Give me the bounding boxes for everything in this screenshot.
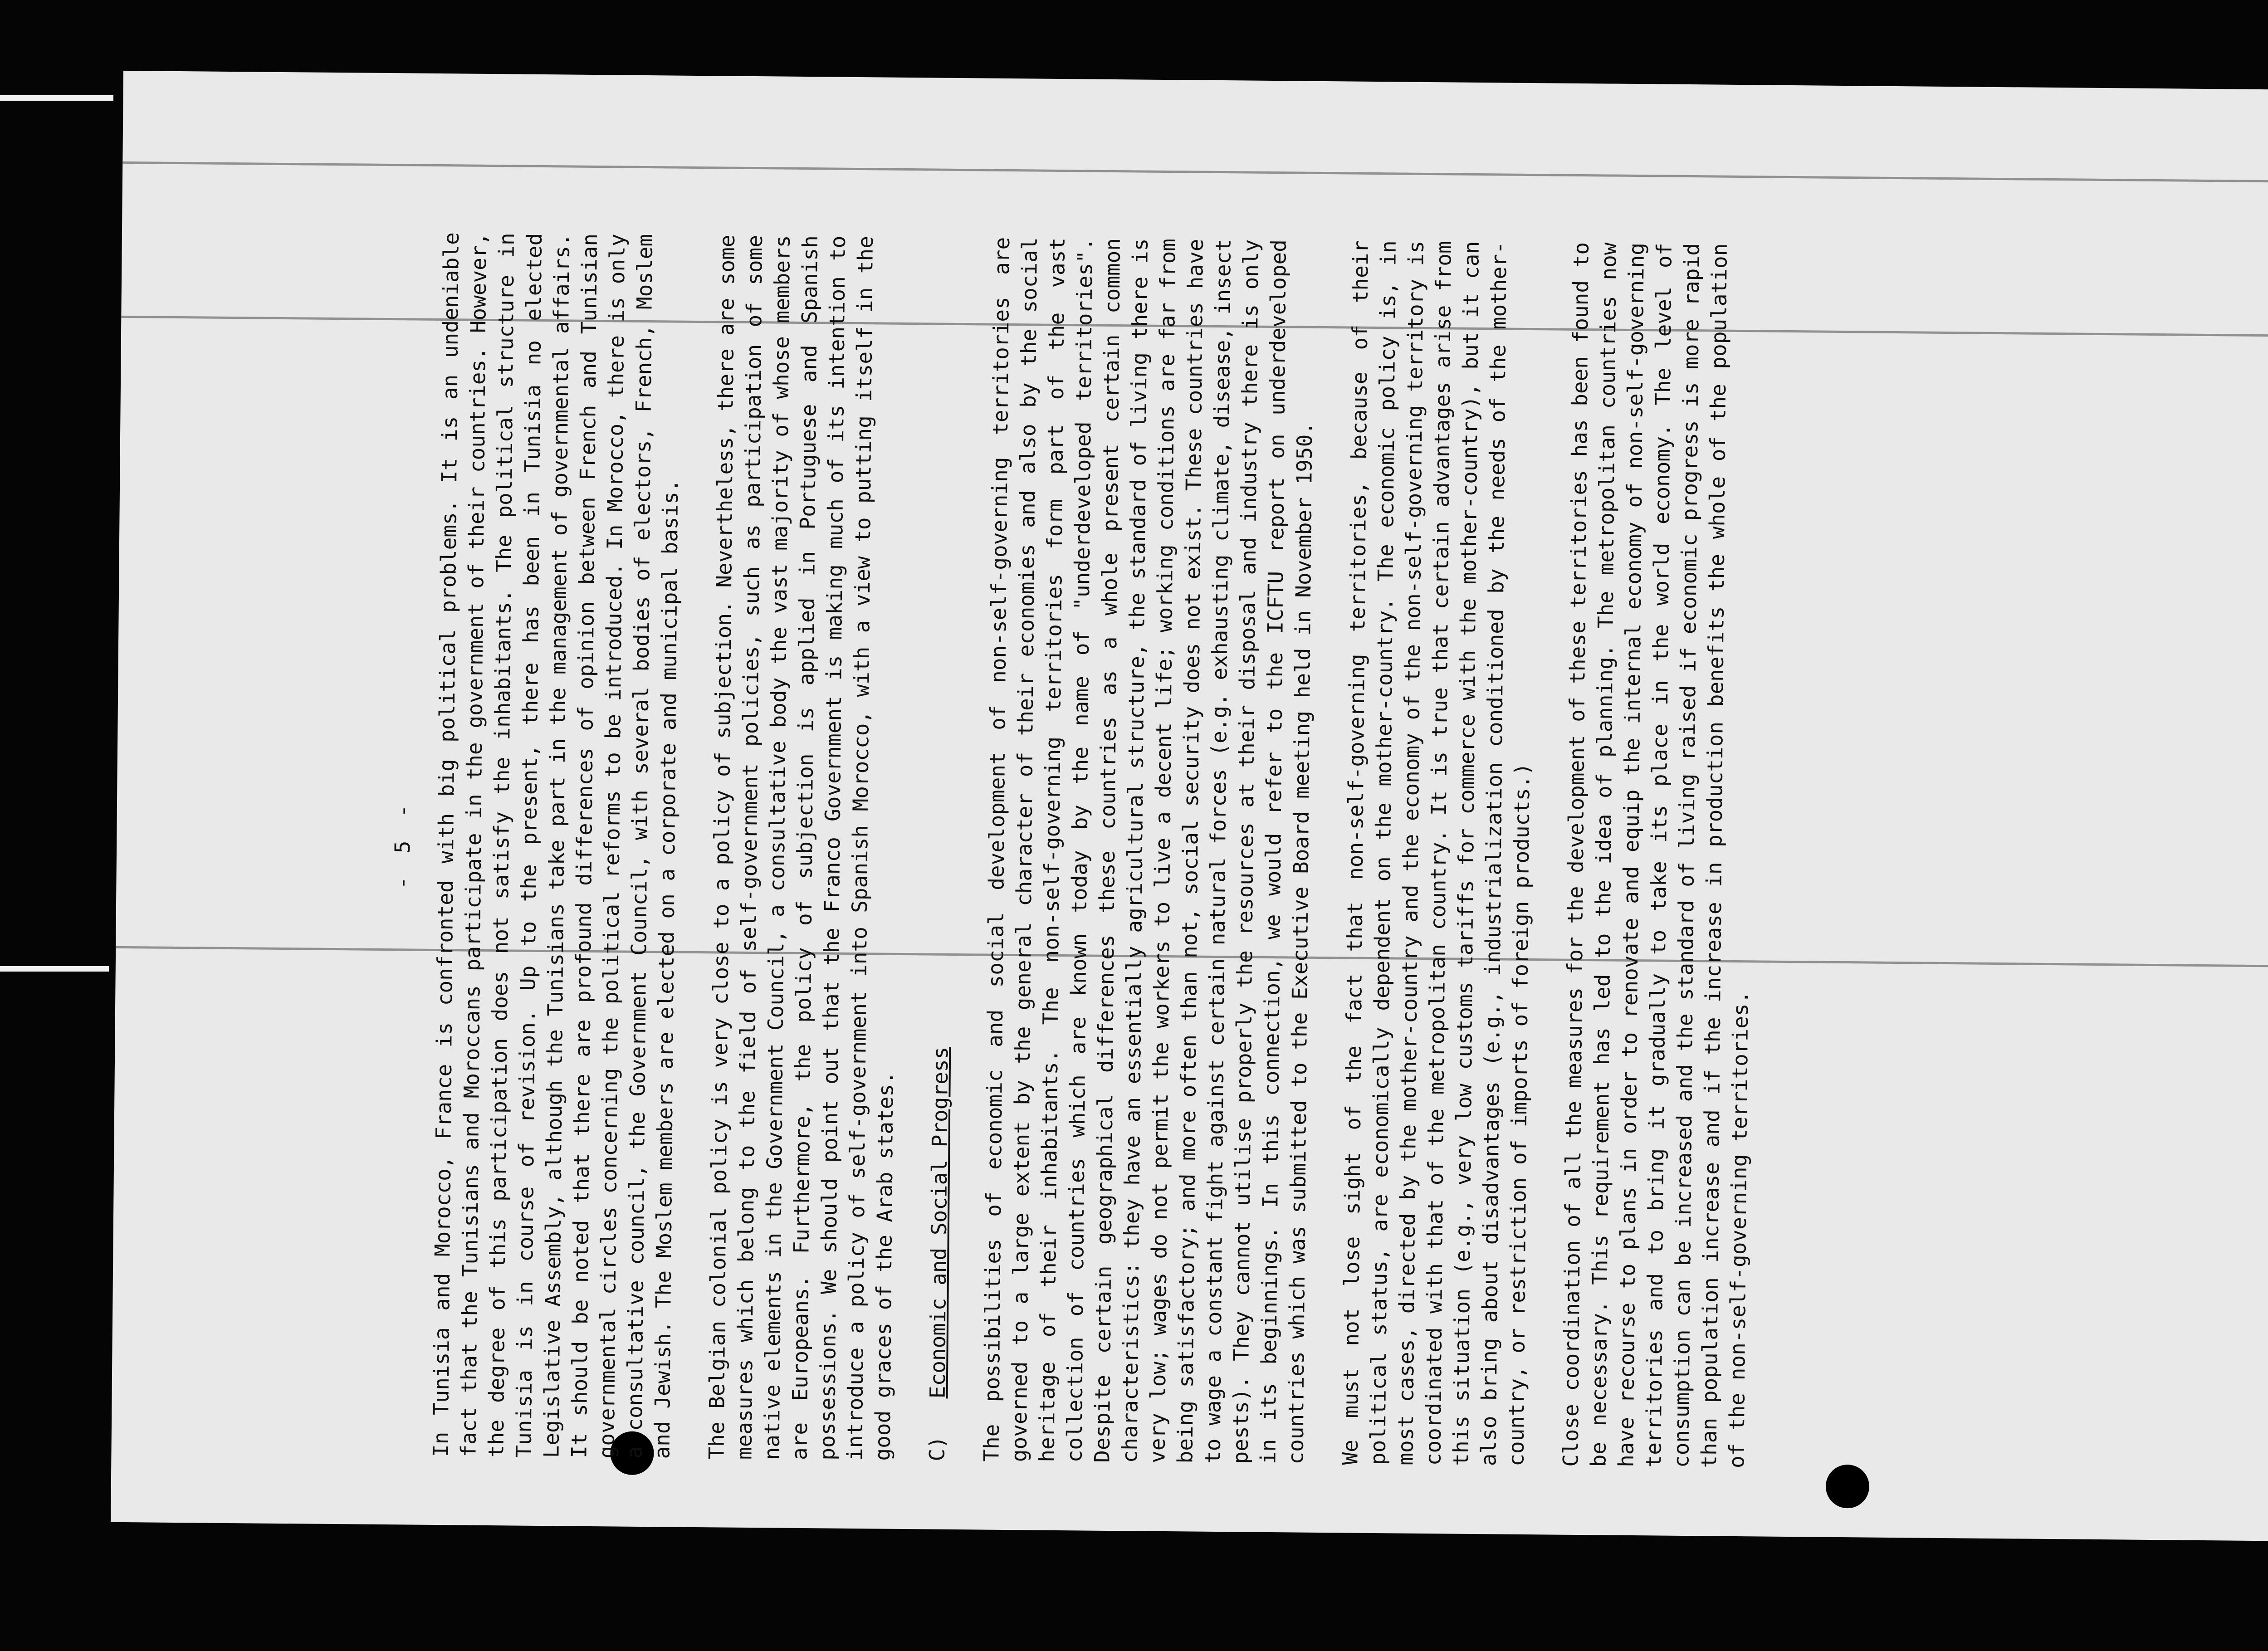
page-body bbox=[383, 232, 2268, 1473]
punch-hole bbox=[1826, 1465, 1870, 1509]
scan-line bbox=[122, 161, 2268, 184]
paragraph-belgian-policy: The Belgian colonial policy is very close to a policy of subjection. Nevertheless, there are some measures which belong to the field of self-government policies, such as participation of some native elements in the Government Council, a consultative body the vast majority of whose members are Europeans. Furthermore, the policy of subjection is applied in Portuguese and Spanish possessions. We should point out that the Franco Government is making much of its intention to introduce a policy of self-government into Spanish Morocco, with a view to putting itself in the good graces of the Arab states. bbox=[704, 234, 898, 1461]
section-prefix: C) bbox=[924, 1436, 949, 1461]
typed-page bbox=[111, 71, 2268, 1542]
page-number: - 5 - bbox=[390, 799, 415, 889]
paragraph-possibilities: The possibilities of economic and social development of non-self-governing territories are governed to a large extent by the general character of their economies and also by the social heritage of their inhabitants. The non-self-governing territories form part of the vast collection of countries which are known today by the name of "underdeveloped territories". Despite certain geographical differences these countries as a whole present certain common characteristics: they have an essentially agricultural structure, the standard of living there is very low; wages do not permit the workers to live a decent life; working conditions are far from being satisfactory; and more often than not, social security does not exist. These countries have to wage a constant fight against certain natural forces (e.g. exhausting climate, disease, insect pests). They cannot utilise properly the resources at their disposal and industry there is only in its beginnings. In this connection, we would refer to the ICFTU report on underdeveloped countries which was submitted to the Executive Board meeting held in November 1950. bbox=[979, 237, 1317, 1465]
scanner-edge-mark bbox=[0, 966, 109, 972]
paragraph-dependence: We must not lose sight of the fact that non-self-governing territories, because of their political status, are economically dependent on the mother-country. The economic policy is, in most cases, directed by the mother-country and the economy of the non-self-governing territory is coordinated with that of the metropolitan country. It is true that certain advantages arise from this situation (e.g., very low customs tariffs for commerce with the mother-country), but it can also bring about disadvantages (e.g., industrialization conditioned by the needs of the mother-country, or restriction of imports of foreign products.) bbox=[1338, 240, 1535, 1467]
paragraph-coordination: Close coordination of all the measures for the development of these territories has been found to be necessary. This requirement has led to the idea of planning. The metropolitan countries now have recourse to plans in order to renovate and equip the internal economy of non-self-governing territories and to bring it gradually to take its place in the world economy. The level of consumption can be increased and the standard of living raised if economic progress is more rapid than population increase and if the increase in production benefits the whole of the population of the non-self-governing territories. bbox=[1558, 242, 1753, 1469]
paragraph-tunisia-morocco: In Tunisia and Morocco, France is confronted with big political problems. It is an undeniable fact that the Tunisians and Moroccans participate in the government of their countries. However, the degree of this participation does not satisfy the inhabitants. The political structure in Tunisia is in course of revision. Up to the present, there has been in Tunisia no elected Legislative Assembly, although the Tunisians take part in the management of governmental affairs. It should be noted that there are profound differences of opinion between French and Tunisian governmental circles concerning the political reforms to be introduced. In Morocco, there is only a consultative council, the Government Council, with several bodies of electors, French, Moslem and Jewish. The Moslem members are elected on a corporate and municipal basis. bbox=[428, 232, 683, 1459]
scanner-edge-mark bbox=[0, 95, 113, 101]
section-heading bbox=[923, 237, 962, 1461]
section-title: Economic and Social Progress bbox=[925, 1046, 953, 1399]
